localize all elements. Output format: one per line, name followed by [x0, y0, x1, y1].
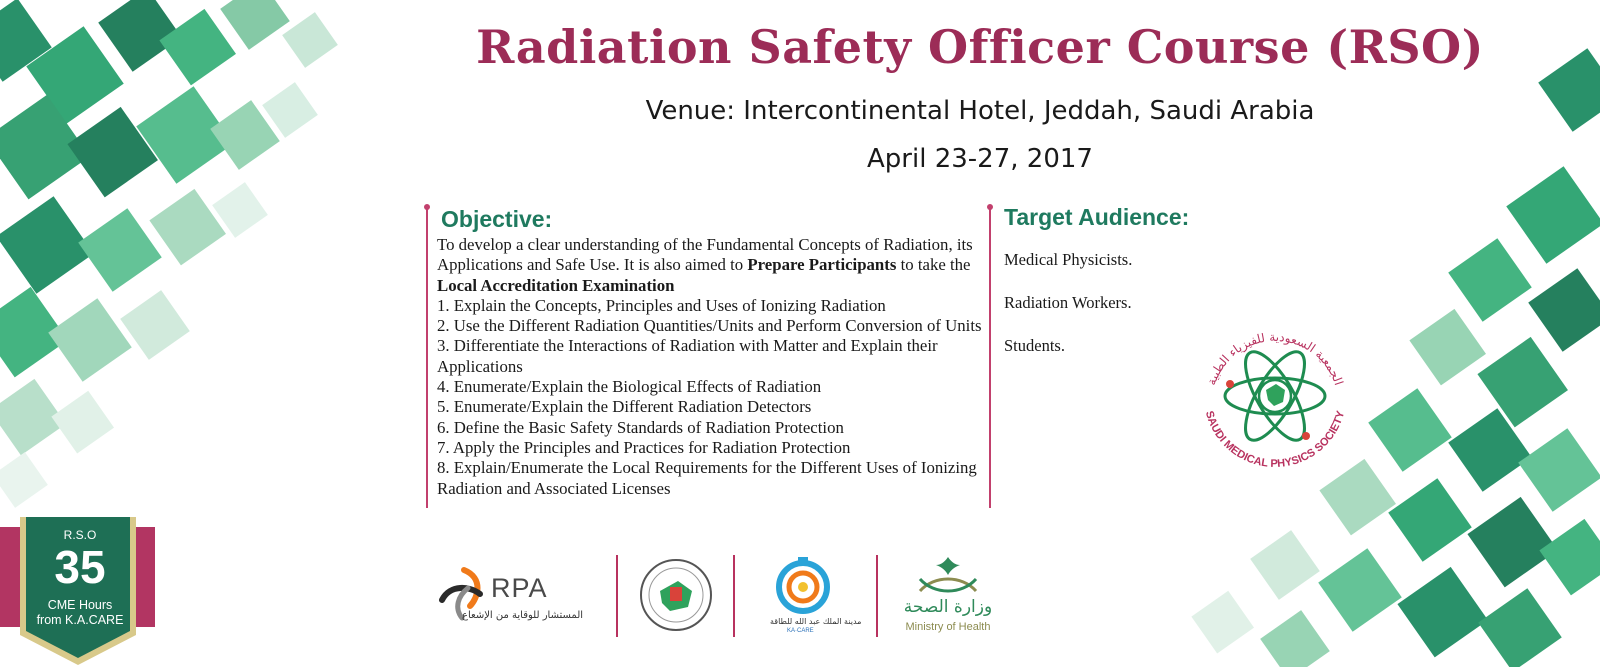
audience-divider	[989, 208, 991, 508]
objective-item: 8. Explain/Enumerate the Local Requirements for the Different Uses of Ionizing Radiation and Associated Licenses	[437, 458, 977, 498]
smps-arabic-text: الجمعية السعودية للفيزياء الطبية	[1204, 329, 1346, 387]
audience-item: Medical Physicists.	[1004, 250, 1133, 269]
audience-item: Radiation Workers.	[1004, 293, 1132, 312]
moh-arabic: وزارة الصحة	[903, 597, 993, 617]
audience-item: Students.	[1004, 336, 1065, 355]
audience-list	[1004, 250, 1132, 379]
logo-separator	[733, 555, 735, 637]
objective-item: 2. Use the Different Radiation Quantities/Units and Perform Conversion of Units	[437, 316, 982, 336]
logo-separator	[616, 555, 618, 637]
smps-english-text: SAUDI MEDICAL PHYSICS SOCIETY	[1202, 409, 1348, 471]
badge-hours: CME Hours from K.A.CARE	[36, 598, 124, 627]
moh-logo-icon	[900, 553, 996, 599]
objective-item: 3. Differentiate the Interactions of Radiation with Matter and Explain their Applications	[437, 336, 938, 376]
objective-body	[437, 235, 997, 499]
moh-english: Ministry of Health	[905, 621, 991, 633]
kacare-arabic: مدينة الملك عبد الله للطاقة	[770, 617, 862, 626]
objective-item: 6. Define the Basic Safety Standards of Radiation Protection	[437, 417, 844, 437]
badge-label: R.S.O	[63, 528, 97, 542]
objective-divider	[426, 208, 428, 508]
objective-intro: To develop a clear understanding of the Fundamental Concepts of Radiation, its Applications and Safe Use. It is also aimed to Prepare Participants to take the Local Accreditation Examination	[437, 235, 973, 295]
logo-separator	[876, 555, 878, 637]
objective-item: 1. Explain the Concepts, Principles and Uses of Ionizing Radiation	[437, 295, 886, 315]
smps-logo	[1190, 318, 1360, 478]
rpa-arabic: المستشار للوقاية من الإشعاع	[462, 610, 584, 621]
svg-text:SAUDI MEDICAL PHYSICS SOCIETY	[1203, 409, 1347, 470]
badge-number: 35	[54, 541, 106, 593]
audience-heading: Target Audience:	[1004, 204, 1190, 230]
course-title: Radiation Safety Officer Course (RSO)	[476, 20, 1484, 74]
objective-item: 5. Enumerate/Explain the Different Radiation Detectors	[437, 397, 812, 417]
objective-item: 7. Apply the Principles and Practices for Radiation Protection	[437, 437, 851, 457]
venue-text: Venue: Intercontinental Hotel, Jeddah, Saudi Arabia	[645, 96, 1315, 126]
course-date: April 23-27, 2017	[867, 144, 1093, 174]
objective-list	[437, 296, 997, 499]
objective-heading: Objective:	[441, 206, 553, 232]
scfhs-logo-icon	[636, 557, 716, 633]
kacare-sub: KA·CARE	[787, 628, 814, 634]
rpa-name: RPA	[491, 573, 548, 603]
objective-item: 4. Enumerate/Explain the Biological Effects of Radiation	[437, 377, 822, 397]
